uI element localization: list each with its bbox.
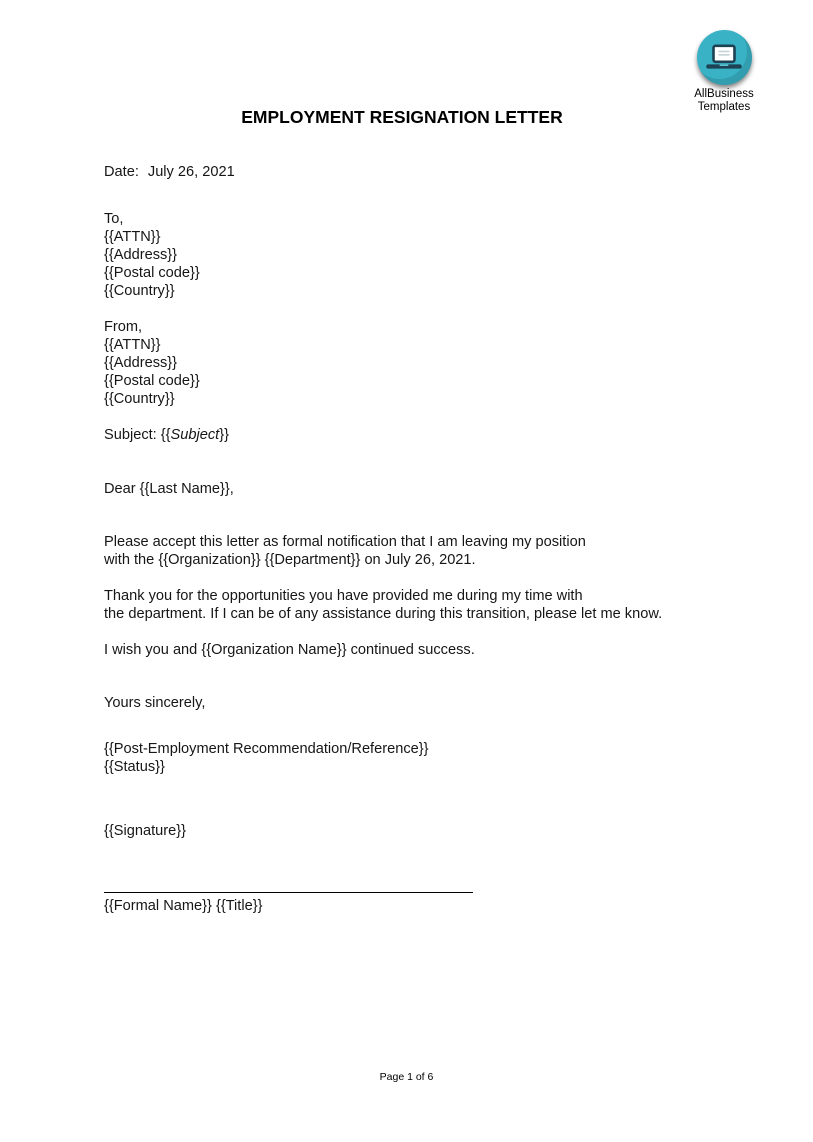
spacer [104,444,105,480]
page-indicator: Page 1 of 6 [379,1071,434,1083]
to-attn-placeholder: {{ATTN}} [104,229,161,245]
spacer [104,623,105,641]
brand-logo [677,30,771,113]
reference-placeholder: {{Post-Employment Recommendation/Reference}} [104,741,429,757]
subject-line [104,426,729,444]
signature-caption: {{Formal Name}} {{Title}} [104,898,263,914]
laptop-icon [697,30,752,85]
spacer [104,776,105,822]
to-address-placeholder: {{Address}} [104,247,178,263]
signature-rule [104,892,473,893]
date-label: Date: [104,164,139,180]
brand-name-line1: AllBusiness [694,88,754,100]
letter-title: EMPLOYMENT RESIGNATION LETTER [241,107,563,127]
spacer [104,569,105,587]
from-postal-placeholder: {{Postal code}} [104,373,200,389]
to-country-placeholder: {{Country}} [104,283,175,299]
paragraph-2-line-1: Thank you for the opportunities you have provided me during my time with [104,588,583,604]
page-footer [0,1071,813,1084]
to-postal-placeholder: {{Postal code}} [104,265,200,281]
brand-name-line2: Templates [697,100,751,113]
spacer [104,408,105,426]
spacer [104,300,105,318]
from-address-placeholder: {{Address}} [104,355,178,371]
from-attn-placeholder: {{ATTN}} [104,337,161,353]
spacer [104,840,105,892]
signature-placeholder: {{Signature}} [104,823,186,839]
salutation: Dear {{Last Name}}, [104,481,234,497]
paragraph-1-line-1: Please accept this letter as formal notification that I am leaving my position [104,534,586,550]
spacer [104,712,105,740]
status-placeholder: {{Status}} [104,759,165,775]
date-line [104,163,729,181]
from-country-placeholder: {{Country}} [104,391,175,407]
subject-prefix: Subject: {{ [104,427,171,443]
subject-placeholder: Subject [170,427,220,443]
to-label: To, [104,211,124,227]
spacer [104,181,105,210]
paragraph-3-line-1: I wish you and {{Organization Name}} continued success. [104,642,475,658]
paragraph-2-line-2: the department. If I can be of any assistance during this transition, please let me know. [104,606,663,622]
spacer [104,498,105,533]
letter-body [104,163,729,915]
date-value: July 26, 2021 [147,164,235,180]
paragraph-1-line-2: with the {{Organization}} {{Department}} on July 26, 2021. [104,552,476,568]
subject-suffix: }} [219,427,229,443]
laptop-icon-glyph [706,44,742,72]
closing: Yours sincerely, [104,695,206,711]
spacer [104,659,105,694]
from-label: From, [104,319,143,335]
